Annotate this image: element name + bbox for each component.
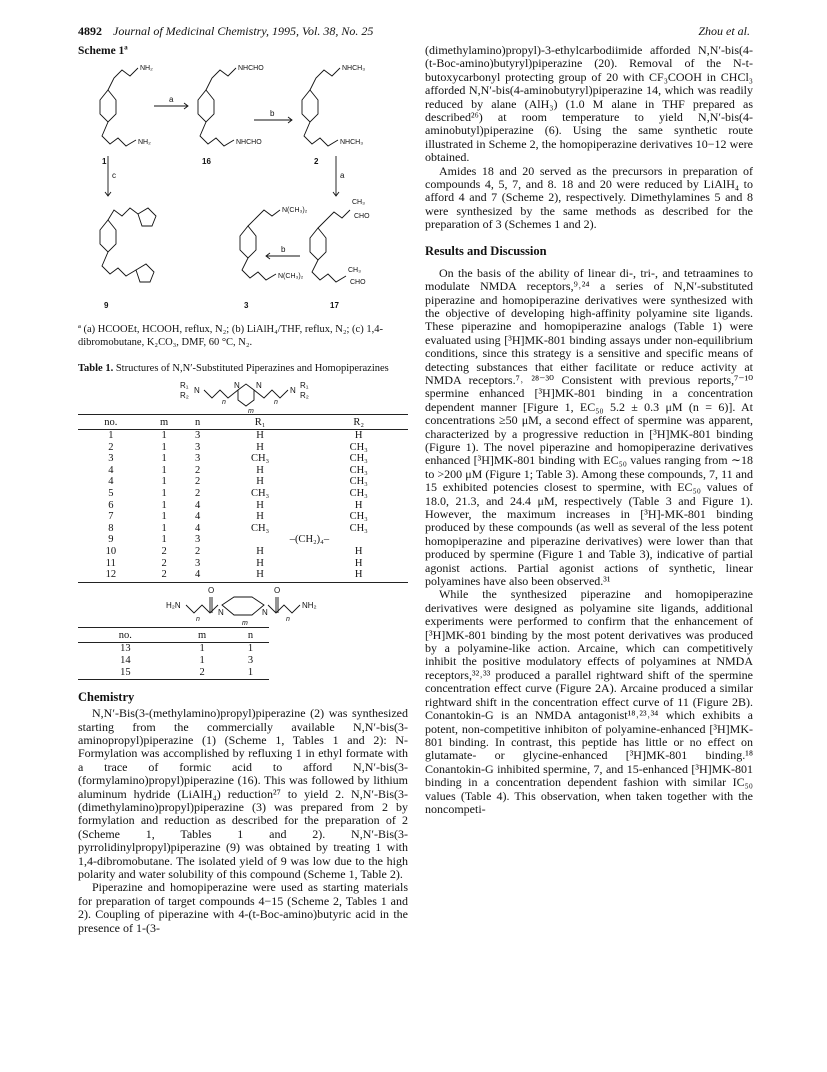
table-row — [78, 667, 269, 680]
label-nhcho: NHCHO — [238, 65, 264, 72]
cell: 2 — [195, 546, 201, 558]
col-header-n: n — [232, 627, 270, 643]
table-1-part-2 — [78, 627, 269, 680]
label-nme2: N(CH₃)₂ — [278, 273, 304, 280]
cell: 1 — [161, 511, 167, 523]
cell: H — [211, 569, 310, 582]
table-row — [78, 476, 408, 488]
r2-label: R₂ — [180, 390, 189, 400]
cell: CH₃ — [250, 522, 270, 534]
chemistry-paragraph-2: Piperazine and homopiperazine were used as starting materials for preparation of target compounds 4−15 (Scheme 2, Tables 1 and 2). Coupling of piperazine with 4-(t-Boc-amino)butyric acid in the presence of 1-(3- — [78, 880, 408, 935]
cell: 3 — [195, 453, 201, 465]
chemistry-paragraph-3: (dimethylamino)propyl)-3-ethylcarbodiimide afforded N,N′-bis(4-(t-Boc-amino)butyryl)piperazine (20). Removal of the N-t-butoxycarbonyl protecting group of 20 with CF₃COOH in CHCl₃ afforded N,N′-bis(4-aminobutyryl)piperazine 14, which was readily reduced by alane (AlH₃) (1.0 M alane in THF prepared as described²⁶) at room temperature to yield N,N′-bis(4-aminobutyl)piperazine (6). Using the same synthetic route illustrated in Scheme 2, the homopiperazine derivatives 10−12 were obtained. — [425, 43, 753, 165]
section-heading-results: Results and Discussion — [425, 243, 547, 258]
cell: 3 — [195, 441, 201, 453]
compound-number-3: 3 — [244, 301, 249, 310]
col-header-no: no. — [78, 627, 173, 643]
results-paragraph-2: While the synthesized piperazine and homopiperazine derivatives were designed as polyamine site ligands, additional experiments were performed to confirm that the enhancement of [³H]MK-801 binding by the most potent derivatives was produced by a polyamine-like action. Arcaine, which can competitively inhibit the positive modulatory effects of polyamines at NMDA receptors,³²˒³³ produced a parallel rightward shift of the spermine concentration effect curve (Figure 2A). Arcaine produced a similar rightward shift in the concentration effect curve of 11 (Figure 2B). Conantokin-G is an NMDA antagonist¹⁸˒²³˒³⁴ which exhibits a potent, non-competitive inhibiton of polyamine-enhanced [³H]MK-801 binding. In contrast, this peptide has little or no effect on glutamate- or glycine-enhanced [³H]MK-801 binding.¹⁸ Conantokin-G inhibited spermine, 7, and 15-enhanced [³H]MK-801 binding in a concentration dependent fashion with similar IC₅₀ values (Table 4). This observation, when taken together with the noncompeti- — [425, 587, 753, 816]
section-heading-chemistry: Chemistry — [78, 690, 135, 705]
cell: 2 — [161, 557, 167, 569]
cell: H — [354, 499, 363, 511]
running-authors: Zhou et al. — [698, 24, 750, 38]
cell: H — [256, 511, 264, 523]
cell: 7 — [108, 511, 114, 523]
nh2-label: NH₂ — [302, 600, 317, 610]
cell: 3 — [195, 534, 201, 546]
nitrogen-label: N — [262, 607, 268, 617]
compound-number-17: 17 — [330, 301, 339, 310]
label-ch3: CH₃ — [352, 199, 365, 206]
table-row — [78, 442, 408, 454]
table-row — [78, 523, 408, 535]
table-row — [78, 465, 408, 477]
cell: 1 — [108, 430, 114, 442]
scheme-title: Scheme 1ª — [78, 45, 128, 57]
table-row — [78, 655, 269, 667]
scheme-1-figure — [78, 60, 408, 322]
cell: 1 — [161, 453, 167, 465]
col-header-m: m — [173, 627, 232, 643]
subscript-m: m — [242, 619, 248, 627]
cell: 1 — [161, 464, 167, 476]
oxygen-label: O — [208, 585, 215, 595]
cell: 1 — [161, 534, 167, 546]
cell: 13 — [120, 643, 131, 655]
table-row — [78, 500, 408, 512]
chemistry-paragraph-4: Amides 18 and 20 served as the precursors in preparation of compounds 4, 5, 7, and 8. 18 and 20 were reduced by LiAlH₄ to afford 4 and 7 (Scheme 2), respectively. Dimethylamines 5 and 8 were synthesized by the same methods as described for the preparation of 3 (Schemes 1 and 2). — [425, 163, 753, 232]
chemistry-paragraph-1: N,N′-Bis(3-(methylamino)propyl)piperazine (2) was synthesized starting from the commercially available N,N′-bis(3-aminopropyl)piperazine (1) (Scheme 1, Tables 1 and 2): N-Formylation was accomplished by refluxing 1 in ethyl formate with a trace of formic acid to afford N,N′-bis(3-(formylamino)propyl)piperazine (16). This was followed by lithium aluminum hydride (LiAlH₄) reduction²⁷ to yield 2. N,N′-Bis(3-(dimethylamino)propyl)piperazine (3) was prepared from 2 by formylation and reduction as described for the preparation of 2 (Scheme 1, Tables 1 and 2). N,N′-Bis(3-pyrrolidinylpropyl)piperazine (9) was obtained by treating 1 with 1,4-dibromobutane. The isolated yield of 9 was low due to the high polarity and water solubility of this compound (Scheme 1, Table 2). — [78, 706, 408, 882]
subscript-n: n — [286, 615, 290, 623]
cell: 3 — [195, 430, 201, 442]
cell: 1 — [161, 476, 167, 488]
r1-label: R₁ — [300, 380, 309, 390]
cell: H — [256, 546, 264, 558]
cell: 4 — [185, 569, 211, 582]
table-row — [78, 546, 408, 558]
cell: H — [354, 557, 363, 569]
cell: H — [256, 441, 264, 453]
compound-number-2: 2 — [314, 157, 319, 166]
cell: CH₃ — [250, 453, 270, 465]
cell: 9 — [108, 534, 114, 546]
label-nhch3: NHCH₃ — [342, 65, 366, 72]
journal-citation: Journal of Medicinal Chemistry, 1995, Vol. 38, No. 25 — [113, 24, 374, 38]
table-row — [78, 534, 408, 546]
cell: CH₃ — [349, 464, 368, 476]
col-header-no: no. — [78, 414, 144, 430]
cell: 6 — [108, 499, 114, 511]
cell: 14 — [120, 655, 131, 666]
cell: 2 — [173, 667, 232, 680]
table-row — [78, 488, 408, 500]
cell: 4 — [195, 522, 201, 534]
cell: 3 — [108, 453, 114, 465]
page-number: 4892 — [78, 24, 102, 38]
nitrogen-label: N — [218, 607, 224, 617]
table-row — [78, 643, 269, 655]
left-column — [78, 44, 408, 935]
cell: 4 — [195, 499, 201, 511]
cell: CH₃ — [349, 441, 368, 453]
label-nme2: N(CH₃)₂ — [282, 207, 308, 214]
cell: 2 — [161, 546, 167, 558]
scheme-footnote: ª (a) HCOOEt, HCOOH, reflux, N₂; (b) LiAlH₄/THF, reflux, N₂; (c) 1,4-dibromobutane, K₂CO₃, DMF, 60 °C, N₂. — [78, 324, 383, 348]
cell: H — [354, 430, 363, 442]
cell: CH₃ — [349, 476, 368, 488]
cell: 1 — [247, 643, 254, 655]
table-1-caption-text: Structures of N,N′-Substituted Piperazines and Homopiperazines — [115, 363, 389, 374]
table-row — [78, 569, 408, 582]
cell: 3 — [247, 655, 254, 666]
arrow-label-a: a — [169, 95, 174, 104]
h2n-label: H₂N — [166, 600, 181, 610]
cell-ring-substituent: –(CH₂)₄– — [289, 534, 330, 546]
cell: H — [256, 464, 264, 476]
table-row — [78, 430, 408, 442]
cell: 1 — [161, 441, 167, 453]
table-row — [78, 511, 408, 523]
label-ch3: CH₃ — [348, 267, 361, 274]
arrow-label-b: b — [270, 109, 275, 118]
cell: 1 — [199, 643, 205, 655]
cell: 4 — [108, 476, 114, 488]
cell: H — [354, 546, 363, 558]
cell: 4 — [195, 511, 201, 523]
col-header-r2: R₂ — [309, 414, 408, 430]
cell: H — [256, 499, 264, 511]
cell: 11 — [105, 557, 116, 569]
table-row — [78, 558, 408, 570]
cell: H — [309, 569, 408, 582]
cell: 2 — [108, 441, 114, 453]
table-1-amide-structure — [78, 583, 408, 627]
cell: 1 — [199, 655, 205, 666]
r1-label: R₁ — [180, 380, 189, 390]
table-1-caption — [78, 363, 408, 376]
col-header-r1: R₁ — [211, 414, 310, 430]
cell: 15 — [78, 667, 173, 680]
subscript-n: n — [222, 398, 226, 406]
cell: CH₃ — [349, 488, 368, 500]
subscript-n: n — [274, 398, 278, 406]
label-nhcho: NHCHO — [236, 139, 262, 146]
arrow-label-a2: a — [340, 171, 345, 180]
label-nh2: NH₂ — [138, 139, 151, 146]
cell: CH₃ — [349, 522, 368, 534]
oxygen-label: O — [274, 585, 281, 595]
cell: 8 — [108, 522, 114, 534]
nitrogen-label: N — [194, 385, 200, 395]
cell: 2 — [195, 464, 201, 476]
nitrogen-label: N — [234, 380, 240, 390]
compound-number-1: 1 — [102, 157, 107, 166]
cell: 1 — [161, 488, 167, 500]
table-row — [78, 453, 408, 465]
cell: 1 — [232, 667, 270, 680]
subscript-n: n — [196, 615, 200, 623]
subscript-m: m — [248, 407, 254, 414]
cell: 1 — [161, 522, 167, 534]
label-nh2: NH₂ — [140, 65, 153, 72]
col-header-n: n — [185, 414, 211, 430]
cell: CH₃ — [349, 453, 368, 465]
col-header-m: m — [144, 414, 185, 430]
arrow-label-b2: b — [281, 245, 286, 254]
label-cho: CHO — [350, 279, 366, 286]
compound-number-9: 9 — [104, 301, 109, 310]
compound-number-16: 16 — [202, 157, 211, 166]
cell: 5 — [108, 488, 114, 500]
label-cho: CHO — [354, 213, 370, 220]
results-paragraph-1: On the basis of the ability of linear di-, tri-, and tetraamines to modulate NMDA receptors,⁹˒²⁴ a series of N,N′-substituted piperazine and homopiperazine derivatives were synthesized with the objective of developing high-affinity polyamine site ligands. These piperazine and homopiperazine analogs (Table 1) were evaluated using [³H]MK-801 binding assays under non-equilibrium conditions, since this strategy is a sensitive and specific means of detecting substances that either facilitate or reduce activity at NMDA receptors.⁷˒ ²⁸⁻³⁰ Consistent with previous reports,⁷⁻¹⁰ spermine enhanced [³H]MK-801 binding in a concentration dependent manner [Figure 1, EC₅₀ 5.2 ± 0.3 μM (n = 6)]. At concentrations ≥50 μM, a second effect of spermine was apparent, characterized by a progressive reduction in [³H]MK-801 binding (Figure 1). The novel piperazine and homopiperazine derivatives enhanced [³H]MK-801 binding with EC₅₀ values ranging from ∼18 to >200 μM (Figure 1; Table 3). Among these compounds, 7, 11 and 15 exhibited potencies closest to spermine, with EC₅₀ values of 18.0, 21.3, and 24.4 μM, respectively (Table 3 and Figure 1). However, the maximum increases in [³H]-MK-801 binding produced by these compounds (as well as several of the less potent homopiperazine and piperazine derivatives) were lower than that produced by spermine (Figure 1 and Table 3), indicative of partial agonist actions. Partial agonist actions of synthetic, linear polyamines have also been observed.³¹ — [425, 265, 753, 589]
cell: 2 — [195, 488, 201, 500]
cell: 1 — [161, 499, 167, 511]
table-1-general-structure — [78, 376, 408, 414]
cell: 12 — [78, 569, 144, 582]
cell: 2 — [144, 569, 185, 582]
cell: 10 — [105, 546, 117, 558]
label-nhch3: NHCH₃ — [340, 139, 364, 146]
arrow-label-c: c — [112, 171, 116, 180]
nitrogen-label: N — [290, 385, 296, 395]
cell: H — [256, 557, 264, 569]
cell: 3 — [195, 557, 201, 569]
cell: H — [256, 430, 264, 442]
table-1 — [78, 414, 408, 583]
cell: 2 — [195, 476, 201, 488]
cell: 4 — [108, 464, 114, 476]
cell: CH₃ — [250, 488, 270, 500]
cell: H — [256, 476, 264, 488]
running-head — [78, 24, 750, 38]
r2-label: R₂ — [300, 390, 309, 400]
table-1-label: Table 1. — [78, 363, 114, 374]
right-column — [425, 44, 753, 816]
cell: 1 — [161, 430, 167, 442]
cell: CH₃ — [349, 511, 368, 523]
nitrogen-label: N — [256, 380, 262, 390]
